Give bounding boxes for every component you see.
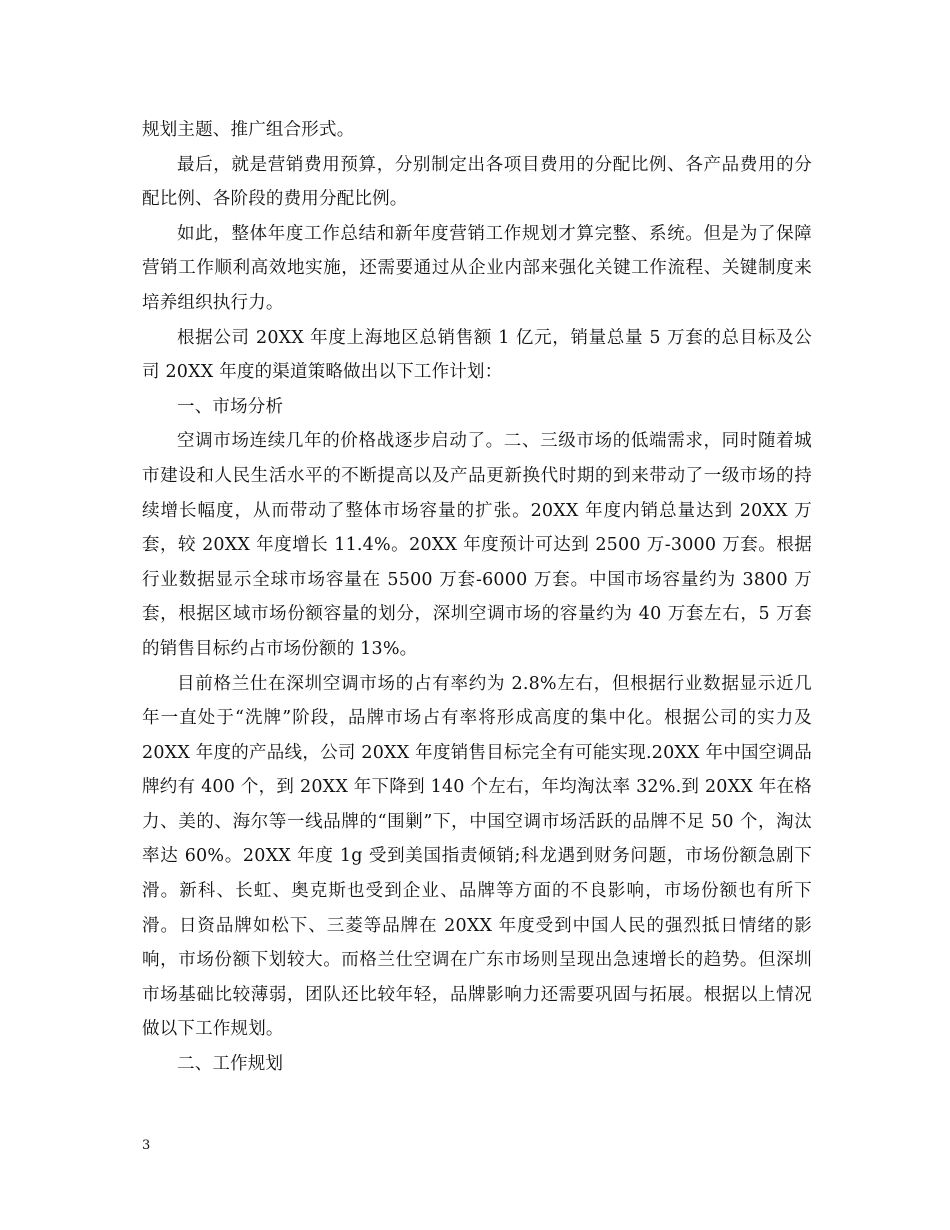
paragraph-market-overview: 空调市场连续几年的价格战逐步启动了。二、三级市场的低端需求，同时随着城市建设和人民生活水平的不断提高以及产品更新换代时期的到来带动了一级市场的持续增长幅度，从而带动了整体市场容量的扩张。20XX 年度内销总量达到 20XX 万套，较 20XX 年度增长 11.4%。20XX 年度预计可达到 2500 万-3000 万套。根据行业数据显示全球市场容量在 5500 万套-6000 万套。中国市场容量约为 3800 万套，根据区域市场份额容量的划分，深圳空调市场的容量约为 40 万套左右，5 万套的销售目标约占市场份额的 13%。 (142, 431, 812, 659)
paragraph-budget: 最后，就是营销费用预算，分别制定出各项目费用的分配比例、各产品费用的分配比例、各阶段的费用分配比例。 (142, 154, 812, 210)
paragraph-execution: 如此，整体年度工作总结和新年度营销工作规划才算完整、系统。但是为了保障营销工作顺利高效地实施，还需要通过从企业内部来强化关键工作流程、关键制度来培养组织执行力。 (142, 223, 812, 313)
page-body (142, 113, 812, 1082)
page-number: 3 (142, 1138, 151, 1153)
section-heading-work-plan: 二、工作规划 (177, 1054, 284, 1075)
paragraph-sales-target: 根据公司 20XX 年度上海地区总销售额 1 亿元，销量总量 5 万套的总目标及公司 20XX 年度的渠道策略做出以下工作计划： (142, 327, 812, 383)
paragraph-brand-analysis: 目前格兰仕在深圳空调市场的占有率约为 2.8%左右，但根据行业数据显示近几年一直处于“洗牌”阶段，品牌市场占有率将形成高度的集中化。根据公司的实力及 20XX 年度的产品线，公司 20XX 年度销售目标完全有可能实现.20XX 年中国空调品牌约有 400 个，到 20XX 年下降到 140 个左右，年均淘汰率 32%.到 20XX 年在格力、美的、海尔等一线品牌的“围剿”下，中国空调市场活跃的品牌不足 50 个，淘汰率达 60%。20XX 年度 1g 受到美国指责倾销;科龙遇到财务问题，市场份额急剧下滑。新科、长虹、奥克斯也受到企业、品牌等方面的不良影响，市场份额也有所下滑。日资品牌如松下、三菱等品牌在 20XX 年度受到中国人民的强烈抵日情绪的影响，市场份额下划较大。而格兰仕空调在广东市场则呈现出急速增长的趋势。但深圳市场基础比较薄弱，团队还比较年轻，品牌影响力还需要巩固与拓展。根据以上情况做以下工作规划。 (142, 673, 812, 1040)
paragraph-continuation: 规划主题、推广组合形式。 (142, 120, 355, 140)
section-heading-market-analysis: 一、市场分析 (177, 396, 284, 417)
